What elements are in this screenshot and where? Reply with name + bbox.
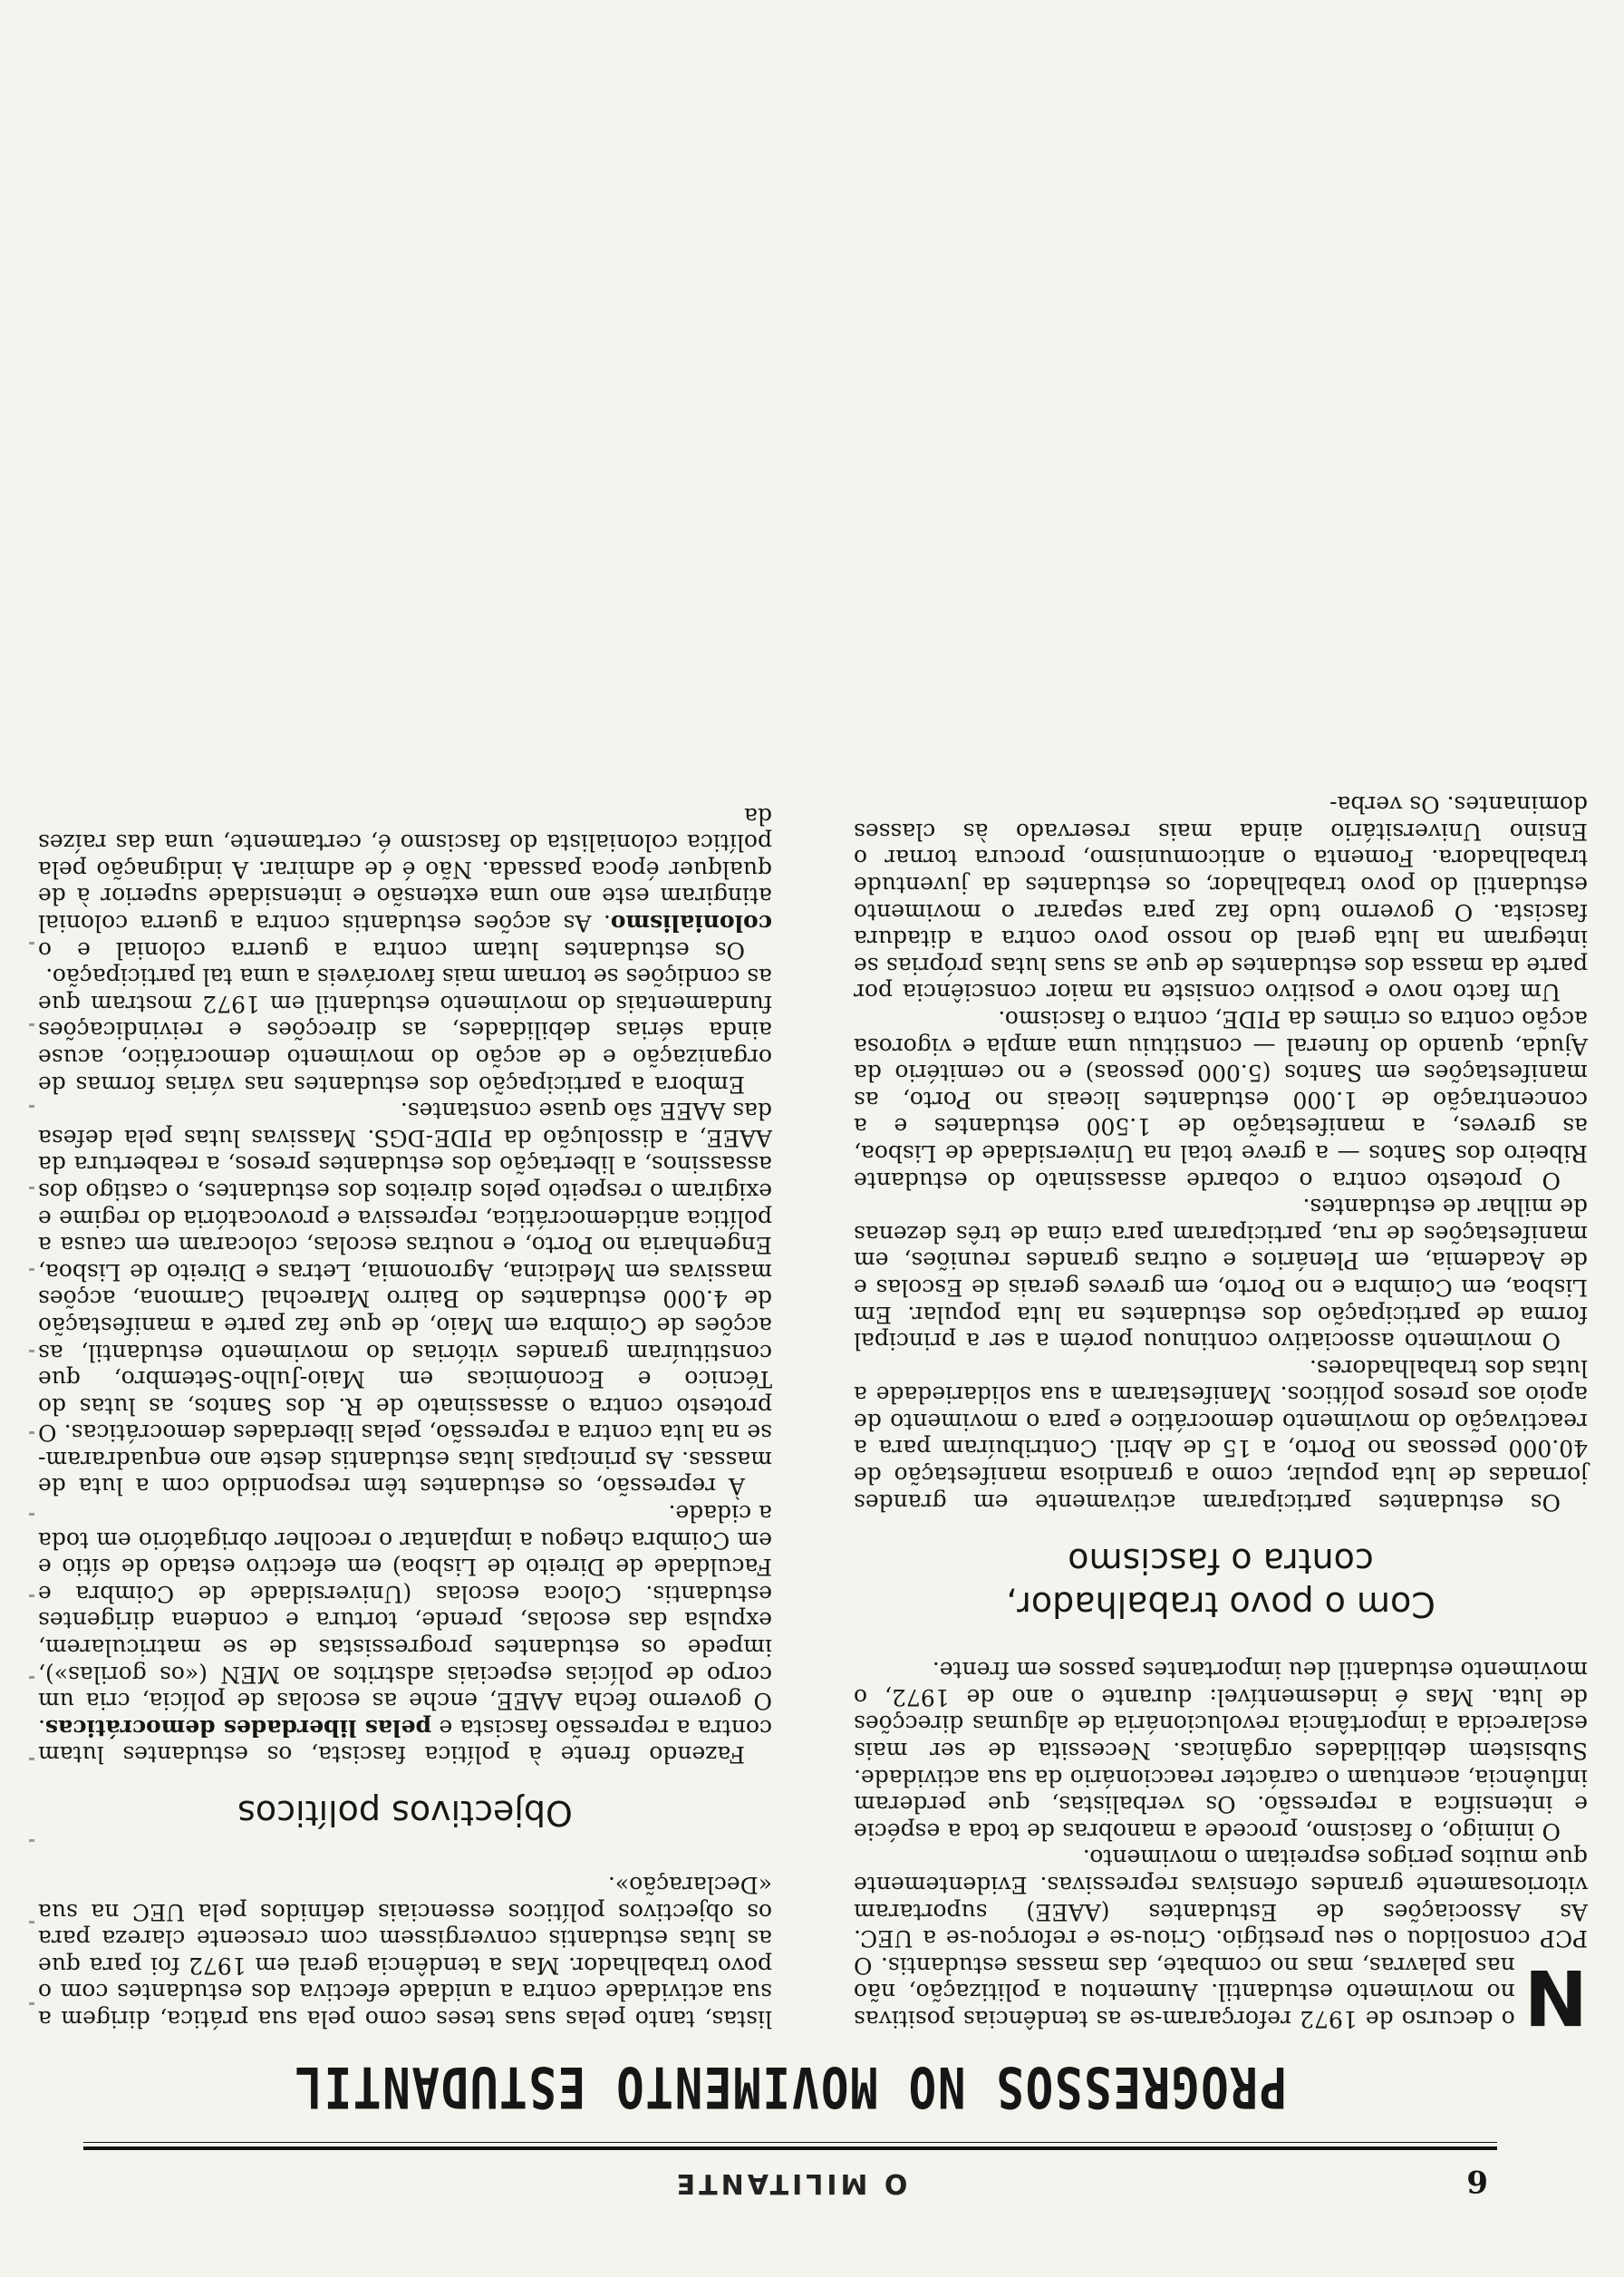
column-right [38,802,772,2032]
paragraph: listas, tanto pelas suas teses como pela sua prática, dirigem a sua actividade contra a unidade efectiva dos estudantes com o povo trabalhador. Mas a tendência geral em 1972 foi para que as lutas estudantis convergissem com crescente clareza para os objectivos políticos essenciais definidos pela UEC na sua «Declaração». [38,1872,772,2032]
emphasis: colonialismo [610,910,772,937]
paragraph: O inimigo, o fascismo, procede a manobras de toda a espécie e intensifica a repressão. Os verbalistas, que perderam influência, acentuam o carácter reaccionário da sua actividade. Subsistem debilidades orgânicas. Necessita de ser mais esclarecida a importância revolucionária de algumas direcções de luta. Mas é indesmentível: durante o ano de 1972, o movimento estudantil deu importantes passos em frente. [854,1657,1588,1845]
paragraph: Os estudantes lutam contra a guerra colonial e o colonialismo. As acções estudantis contra a guerra colonial atingiram este ano uma extensão e intensidade superior à de qualquer época passada. Não é de admirar. A indignação pela política colonialista do fascismo é, certamente, uma das raízes da [38,802,772,964]
drop-cap: N [1523,1952,1588,2041]
paragraph: À repressão, os estudantes têm respondido com a luta de massas. As principais lutas estudantis deste ano enquadraram-se na luta contra a repressão, pelas liberdades democráticas. O protesto contra o assassinato de R. dos Santos, as lutas do Técnico e Económicas em Maio-Julho-Setembro, que constituíram grandes vitórias do movimento estudantil, as acções de Coimbra em Maio, de que faz parte a manifestação de 4.000 estudantes do Bairro Marechal Carmona, acções massivas em Medicina, Agronomia, Letras e Direito de Lisboa, Engenharia no Porto, e noutras escolas, colocaram em causa a política antidemocrática, repressiva e provocatória do regime e exigiram o respeito pelos direitos dos estudantes, o castigo dos assassinos, a libertação dos estudantes presos, a reabertura da AAEE, a dissolução da PIDE-DGS. Massivas lutas pela defesa das AAEE são quase constantes. [38,1098,772,1500]
page-number: 6 [1466,2163,1488,2199]
paragraph: Embora a participação dos estudantes nas várias formas de organização e de acção do movimento democrático, acuse ainda sérias debilidades, as direcções e reivindicações fundamentais do movimento estudantil em 1972 mostram que as condições se tornam mais favoráveis a uma tal participação. [38,964,772,1098]
paragraph: O protesto contra o cobarde assassinato do estudante Ribeiro dos Santos — a greve total na Universidade de Lisboa, as greves, a manifestação de 1.500 estudantes e a concentração de 1.000 estudantes liceais no Porto, as manifestações em Santos (5.000 pessoas) e no cemitério da Ajuda, quando do funeral — constituiu uma ampla e vigorosa acção contra os crimes da PIDE, contra o fascismo. [854,1006,1588,1194]
emphasis: pelas liberdades democráticas [44,1714,431,1741]
section-heading: Objectivos políticos [237,1793,573,1834]
paragraph: N o decurso de 1972 reforçaram-se as tendências positivas no movimento estudantil. Aumentou a politização, não nas palavras, mas no combate, das massas estudantis. O PCP consolidou o seu prestígio. Criou-se e reforçou-se a UEC. As Associações de Estudantes (AAEE) suportaram vitoriosamente grandes ofensivas repressivas. Evidentemente que muitos perigos espreitam o movimento. [854,1845,1588,2041]
paragraph: Os estudantes participaram activamente em grandes jornadas de luta popular, como a grandiosa manifestação de 40.000 pessoas no Porto, a 15 de Abril. Contribuíram para a reactivação do movimento democrático e para o movimento de apoio aos presos políticos. Manifestaram a sua solidariedade a lutas dos trabalhadores. [854,1354,1588,1516]
paragraph: O movimento associativo continuou porém a ser a principal forma de participação dos estudantes na luta popular. Em Lisboa, em Coimbra e no Porto, em greves gerais de Escolas e de Academia, em Plenários e outras grandes reuniões, em manifestações de rua, participaram para cima de três dezenas de milhar de estudantes. [854,1194,1588,1355]
newspaper-name: O MILITANTE [672,2167,908,2199]
masthead-rule [83,2146,1497,2150]
paragraph: Fazendo frente à política fascista, os estudantes lutam contra a repressão fascista e pelas liberdades democráticas. O governo fecha AAEE, enche as escolas de polícia, cria um corpo de polícias especiais adstritos ao MEN («os gorilas»), impede os estudantes progressistas de se matricularem, expulsa das escolas, prende, tortura e condena dirigentes estudantis. Coloca escolas (Universidade de Coimbra e Faculdade de Direito de Lisboa) em efectivo estado de sítio e em Coimbra chegou a implantar o recolher obrigatório em toda a cidade. [38,1500,772,1768]
section-heading: Com o povo trabalhador, contra o fascismo [1006,1540,1436,1624]
column-left [854,791,1588,2041]
masthead-rule-thin [83,2142,1497,2143]
article-headline: PROGRESSOS NO MOVIMENTO ESTUDANTIL [293,2054,1288,2120]
masthead [83,2154,1497,2199]
paragraph: Um facto novo e positivo consiste na maior consciência por parte da massa dos estudantes de que as suas lutas próprias se integram na luta geral do nosso povo contra a ditadura fascista. O governo tudo faz para separar o movimento estudantil do povo trabalhador, os estudantes da juventude trabalhadora. Fomenta o anticomunismo, procura tornar o Ensino Universitário ainda mais reservado às classes dominantes. Os verba- [854,791,1588,1006]
margin-marks [29,917,34,2005]
